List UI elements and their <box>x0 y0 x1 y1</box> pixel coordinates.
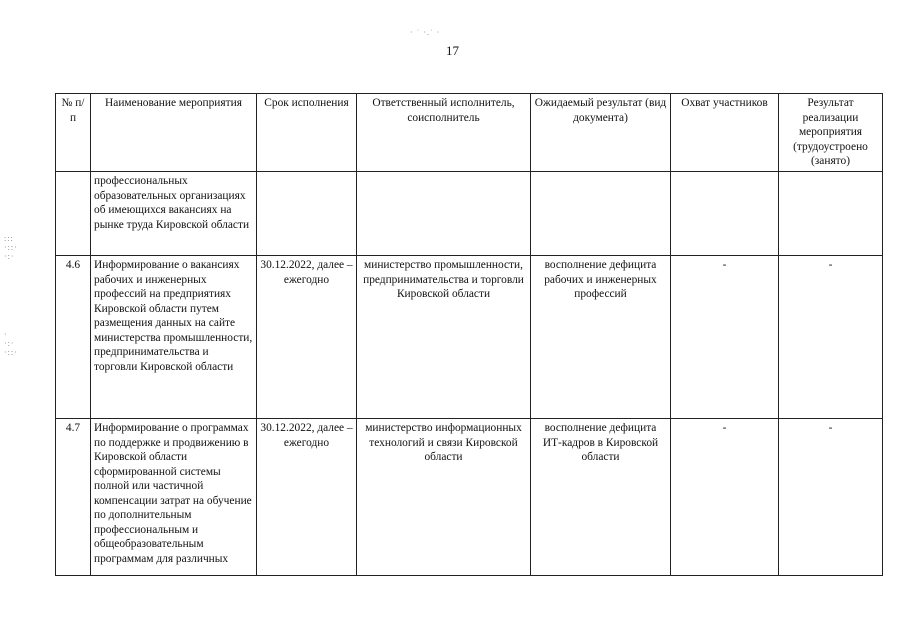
cell-reach: - <box>671 419 779 576</box>
scan-artifact: ::: ·::· ·:· <box>4 234 18 261</box>
header-term: Срок исполнения <box>257 94 357 172</box>
cell-num: 4.7 <box>56 419 91 576</box>
table-row <box>56 256 883 419</box>
cell-term <box>257 172 357 256</box>
cell-reach: - <box>671 256 779 419</box>
table-row <box>56 172 883 256</box>
header-outcome: Результат реализации мероприятия (трудоустроено (занято) <box>779 94 883 172</box>
cell-num: 4.6 <box>56 256 91 419</box>
measures-table <box>55 93 883 576</box>
cell-outcome <box>779 172 883 256</box>
table-header-row <box>56 94 883 172</box>
scan-artifact: · ·:· ·::· <box>4 330 18 357</box>
header-measure-name: Наименование мероприятия <box>91 94 257 172</box>
cell-measure-name: профессиональных образовательных организациях об имеющихся вакансиях на рынке труда Кировской области <box>91 172 257 256</box>
cell-measure-name: Информирование о программах по поддержке и продвижению в Кировской области сформированной системы полной или частичной компенсации затрат на обучение по дополнительным профессиональным и общеобразовательным программам для различных <box>91 419 257 576</box>
header-expected-result: Ожидаемый результат (вид документа) <box>531 94 671 172</box>
cell-term: 30.12.2022, далее – ежегодно <box>257 256 357 419</box>
scan-artifact: · ˙ ·.˙ · <box>410 28 441 37</box>
cell-term: 30.12.2022, далее – ежегодно <box>257 419 357 576</box>
cell-num <box>56 172 91 256</box>
table-row <box>56 419 883 576</box>
cell-outcome: - <box>779 256 883 419</box>
cell-expected-result: восполнение дефицита ИТ-кадров в Кировской области <box>531 419 671 576</box>
cell-responsible <box>357 172 531 256</box>
cell-responsible: министерство информационных технологий и связи Кировской области <box>357 419 531 576</box>
header-num: № п/п <box>56 94 91 172</box>
cell-measure-name: Информирование о вакансиях рабочих и инженерных профессий на предприятиях Кировской области путем размещения данных на сайте министерства промышленности, предпринимательства и торговли Кировской области <box>91 256 257 419</box>
cell-reach <box>671 172 779 256</box>
cell-responsible: министерство промышленности, предпринимательства и торговли Кировской области <box>357 256 531 419</box>
header-responsible: Ответственный исполнитель, соисполнитель <box>357 94 531 172</box>
page-number: 17 <box>446 43 459 58</box>
cell-expected-result <box>531 172 671 256</box>
cell-outcome: - <box>779 419 883 576</box>
cell-expected-result: восполнение дефицита рабочих и инженерных профессий <box>531 256 671 419</box>
header-reach: Охват участников <box>671 94 779 172</box>
